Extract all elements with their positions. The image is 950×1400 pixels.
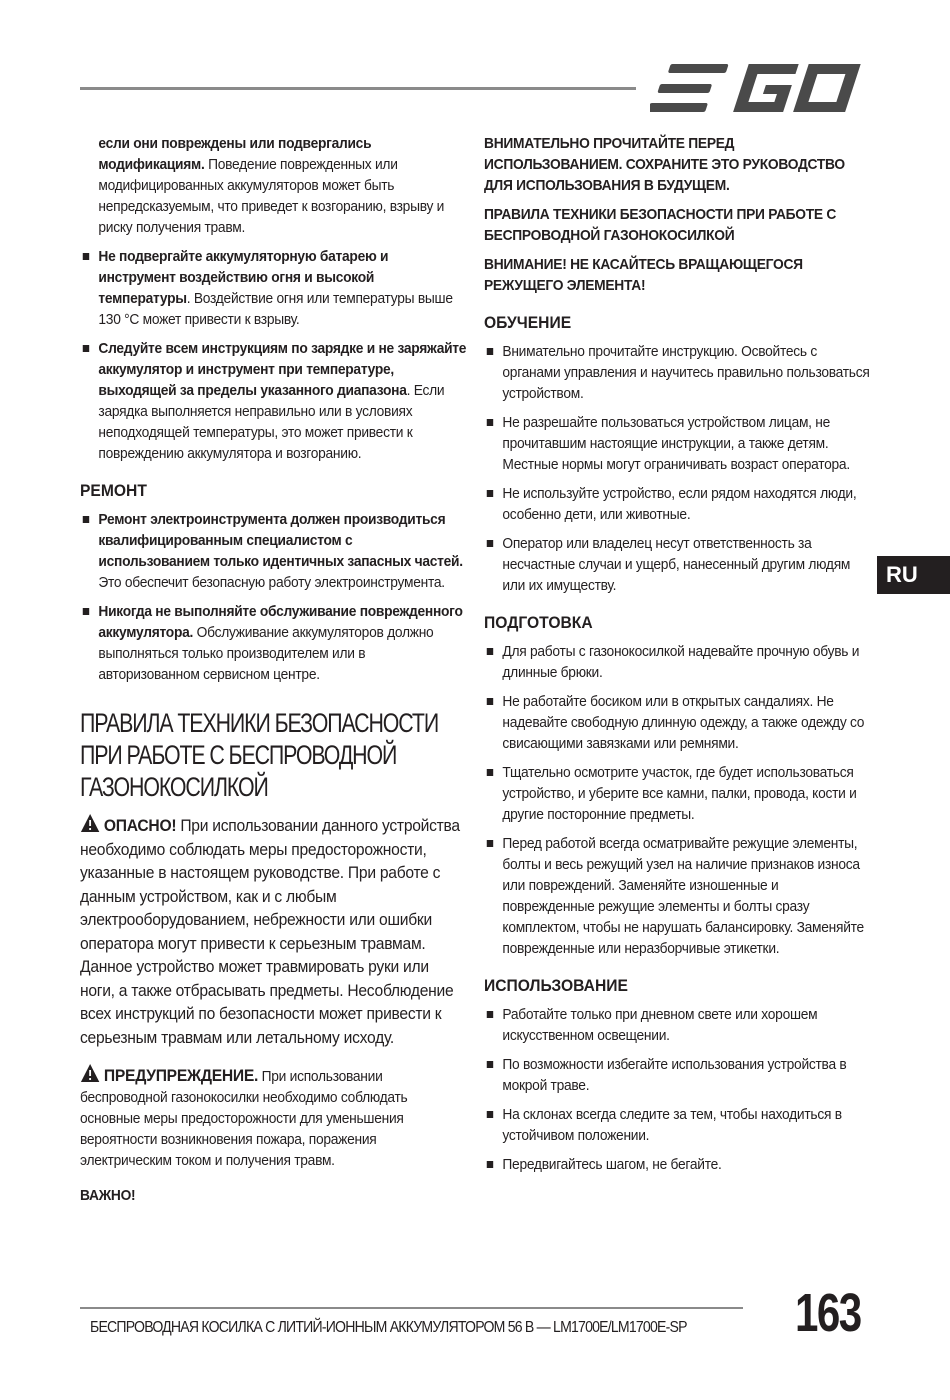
list-item: Следуйте всем инструкциям по зарядке и не заряжайте аккумулятор и инструмент при температуре, выходящей за пределы указанного диапазона. Если зарядка выполняется неправильно или в условиях неподходящей температуры, это может привести к повреждению аккумулятора и возгоранию.	[80, 338, 466, 464]
danger-notice: ОПАСНО! При использовании данного устройства необходимо соблюдать меры предосторожности, указанные в настоящем руководстве. При работе с данным устройством, как и с любым электрооборудованием, небрежности или ошибки оператора могут привести к серьезным травмам. Данное устройство может травмировать руки или ноги, а также отбрасывать предметы. Несоблюдение всех инструкций по безопасности может привести к серьезным травмам или летальному исходу.	[80, 813, 466, 1049]
language-tab: RU	[877, 556, 950, 594]
usage-heading: ИСПОЛЬЗОВАНИЕ	[484, 976, 628, 995]
usage-list	[484, 1004, 870, 1175]
list-item: Внимательно прочитайте инструкцию. Освойтесь с органами управления и научитесь правильно пользоваться устройством.	[484, 341, 870, 404]
list-item: Для работы с газонокосилкой надевайте прочную обувь и длинные брюки.	[484, 641, 870, 683]
list-item: Работайте только при дневном свете или хорошем искусственном освещении.	[484, 1004, 870, 1046]
list-item: Перед работой всегда осматривайте режущие элементы, болты и весь режущий узел на наличие признаков износа или повреждений. Заменяйте изношенные и поврежденные режущие элементы и болты сразу комплектом, чтобы не нарушать балансировку. Заменяйте поврежденные или неразборчивые этикетки.	[484, 833, 870, 959]
training-list	[484, 341, 870, 596]
list-item: Оператор или владелец несут ответственность за несчастные случаи и ущерб, нанесенный другим людям или их имуществу.	[484, 533, 870, 596]
preparation-list	[484, 641, 870, 959]
footer-title: БЕСПРОВОДНАЯ КОСИЛКА С ЛИТИЙ-ИОННЫМ АККУМУЛЯТОРОМ 56 В — LM1700E/LM1700E-SP	[90, 1319, 687, 1336]
section-title: ПРАВИЛА ТЕХНИКИ БЕЗОПАСНОСТИ ПРИ РАБОТЕ С БЕСПРОВОДНОЙ ГАЗОНОКОСИЛКОЙ	[80, 708, 439, 802]
repair-heading: РЕМОНТ	[80, 481, 147, 500]
list-item: На склонах всегда следите за тем, чтобы находиться в устойчивом положении.	[484, 1104, 870, 1146]
page-number: 163	[795, 1283, 861, 1343]
footer-rule	[80, 1307, 743, 1309]
right-column	[484, 133, 868, 1183]
important-label: ВАЖНО!	[80, 1187, 136, 1204]
list-item: Не используйте устройство, если рядом находятся люди, особенно дети, или животные.	[484, 483, 870, 525]
warning-triangle-icon	[80, 1063, 100, 1083]
training-heading: ОБУЧЕНИЕ	[484, 313, 572, 332]
list-item: По возможности избегайте использования устройства в мокрой траве.	[484, 1054, 870, 1096]
warning-triangle-icon	[80, 813, 100, 833]
left-column	[80, 133, 467, 1206]
list-item: Тщательно осмотрите участок, где будет использоваться устройство, и уберите все камни, палки, провода, кости и другие посторонние предметы.	[484, 762, 870, 825]
repair-list	[80, 509, 466, 685]
battery-warning-list	[80, 246, 466, 464]
header-rule	[80, 87, 636, 90]
warning-notice: ПРЕДУПРЕЖДЕНИЕ. При использовании беспроводной газонокосилки необходимо соблюдать основные меры предосторожности для уменьшения вероятности возникновения пожара, поражения электрическим током и получения травм.	[80, 1063, 466, 1171]
read-notice: ВНИМАТЕЛЬНО ПРОЧИТАЙТЕ ПЕРЕД ИСПОЛЬЗОВАНИЕМ. СОХРАНИТЕ ЭТО РУКОВОДСТВО ДЛЯ ИСПОЛЬЗОВАНИЯ В БУДУЩЕМ.	[484, 135, 845, 194]
preparation-heading: ПОДГОТОВКА	[484, 613, 593, 632]
list-item: Не работайте босиком или в открытых сандалиях. Не надевайте свободную длинную одежду, а также одежду со свисающими завязками или ремнями.	[484, 691, 870, 754]
list-item: Ремонт электроинструмента должен производиться квалифицированным специалистом с использованием только идентичных запасных частей. Это обеспечит безопасную работу электроинструмента.	[80, 509, 466, 593]
attention-notice: ВНИМАНИЕ! НЕ КАСАЙТЕСЬ ВРАЩАЮЩЕГОСЯ РЕЖУЩЕГО ЭЛЕМЕНТА!	[484, 256, 803, 294]
rules-heading: ПРАВИЛА ТЕХНИКИ БЕЗОПАСНОСТИ ПРИ РАБОТЕ С БЕСПРОВОДНОЙ ГАЗОНОКОСИЛКОЙ	[484, 206, 837, 244]
list-item: Не разрешайте пользоваться устройством лицам, не прочитавшим настоящие инструкции, а также детям. Местные нормы могут ограничивать возраст оператора.	[484, 412, 870, 475]
list-item: Никогда не выполняйте обслуживание поврежденного аккумулятора. Обслуживание аккумуляторов должно выполняться только производителем или в авторизованном сервисном центре.	[80, 601, 466, 685]
list-item: Не подвергайте аккумуляторную батарею и инструмент воздействию огня и высокой температуры. Воздействие огня или температуры выше 130 °C может привести к взрыву.	[80, 246, 466, 330]
list-item: Передвигайтесь шагом, не бегайте.	[484, 1154, 870, 1175]
battery-warning-continued: если они повреждены или подвергались модификациям. Поведение поврежденных или модифицированных аккумуляторов может быть непредсказуемым, что приведет к возгоранию, взрыву и риску получения травм.	[98, 135, 445, 236]
ego-logo	[650, 60, 865, 116]
